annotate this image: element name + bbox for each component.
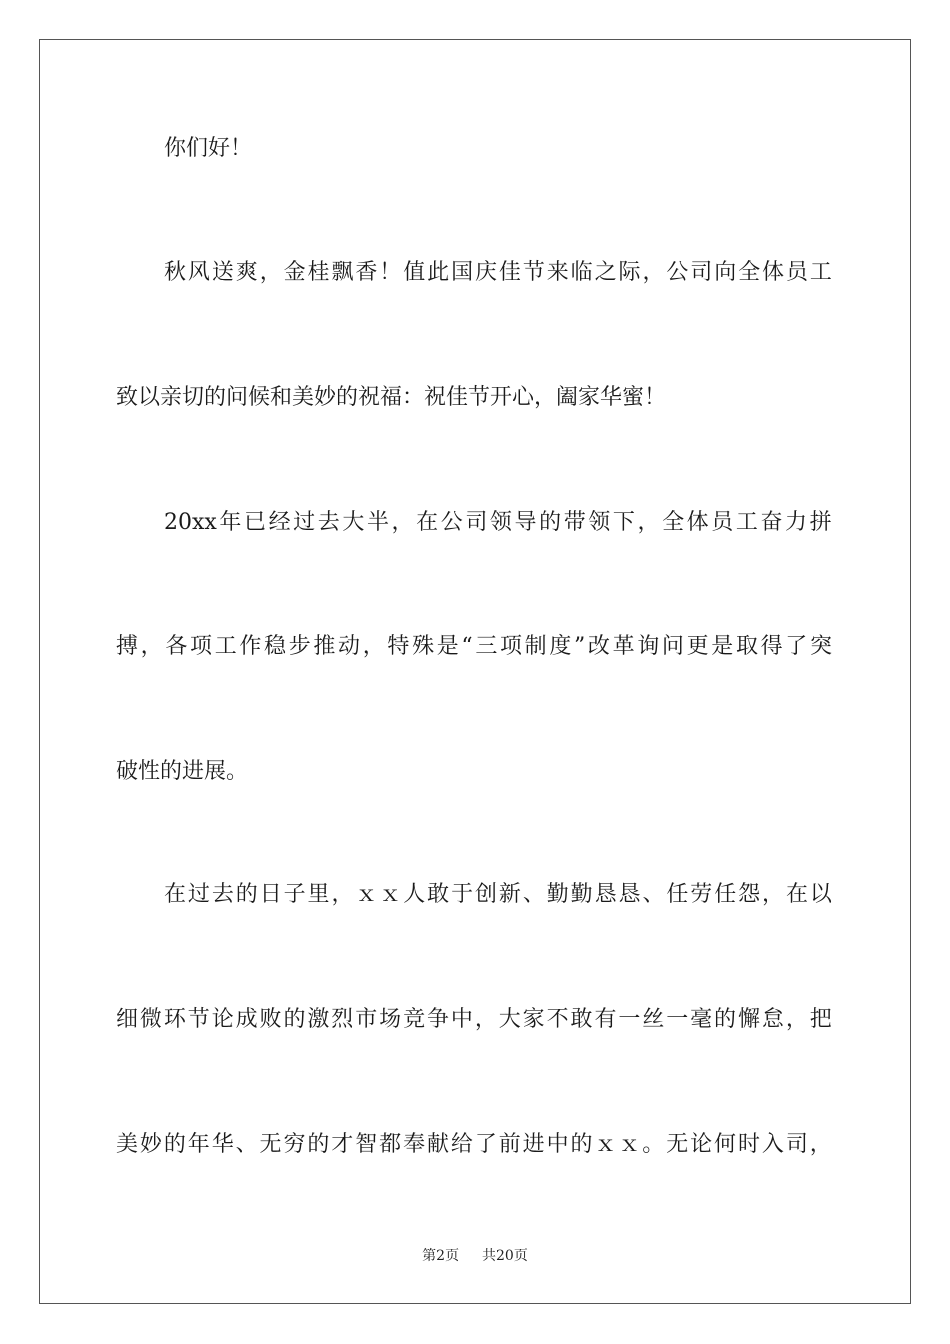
paragraph-1-line-1: 秋 风 送 爽 ， 金 桂 飘 香 ！ 值 此 国 庆 佳 节 来 临 之 际 ， 公 司 向 全 体 员 工 xyxy=(164,260,832,285)
page-border xyxy=(39,39,911,1304)
paragraph-2-line-1: 20xx 年 已 经 过 去 大 半 ， 在 公 司 领 导 的 带 领 下 ， 全 体 员 工 奋 力 拼 xyxy=(164,510,832,535)
paragraph-3-line-1: 在 过 去 的 日 子 里 ， ｘ ｘ 人 敢 于 创 新 、 勤 勤 恳 恳 、 任 劳 任 怨 ， 在 以 xyxy=(164,882,832,907)
paragraph-3-line-3: 美 妙 的 年 华 、 无 穷 的 才 智 都 奉 献 给 了 前 进 中 的 ｘ ｘ 。 无 论 何 时 入 司 ， xyxy=(116,1132,832,1157)
page-number: 第2页 xyxy=(422,1248,460,1264)
paragraph-1-line-2: 致以亲切的问候和美妙的祝福：祝佳节开心，阖家华蜜！ xyxy=(116,385,667,410)
paragraph-2-line-3: 破性的进展。 xyxy=(116,759,249,784)
greeting-line: 你们好！ xyxy=(164,136,253,161)
page-footer xyxy=(0,1246,950,1266)
page-total: 共20页 xyxy=(482,1248,528,1264)
paragraph-3-line-2: 细 微 环 节 论 成 败 的 激 烈 市 场 竞 争 中 ， 大 家 不 敢 有 一 丝 一 毫 的 懈 怠 ， 把 xyxy=(116,1007,832,1032)
paragraph-2-line-2: 搏 ， 各 项 工 作 稳 步 推 动 ， 特 殊 是 “ 三 项 制 度 ” 改 革 询 问 更 是 取 得 了 突 xyxy=(116,634,832,659)
